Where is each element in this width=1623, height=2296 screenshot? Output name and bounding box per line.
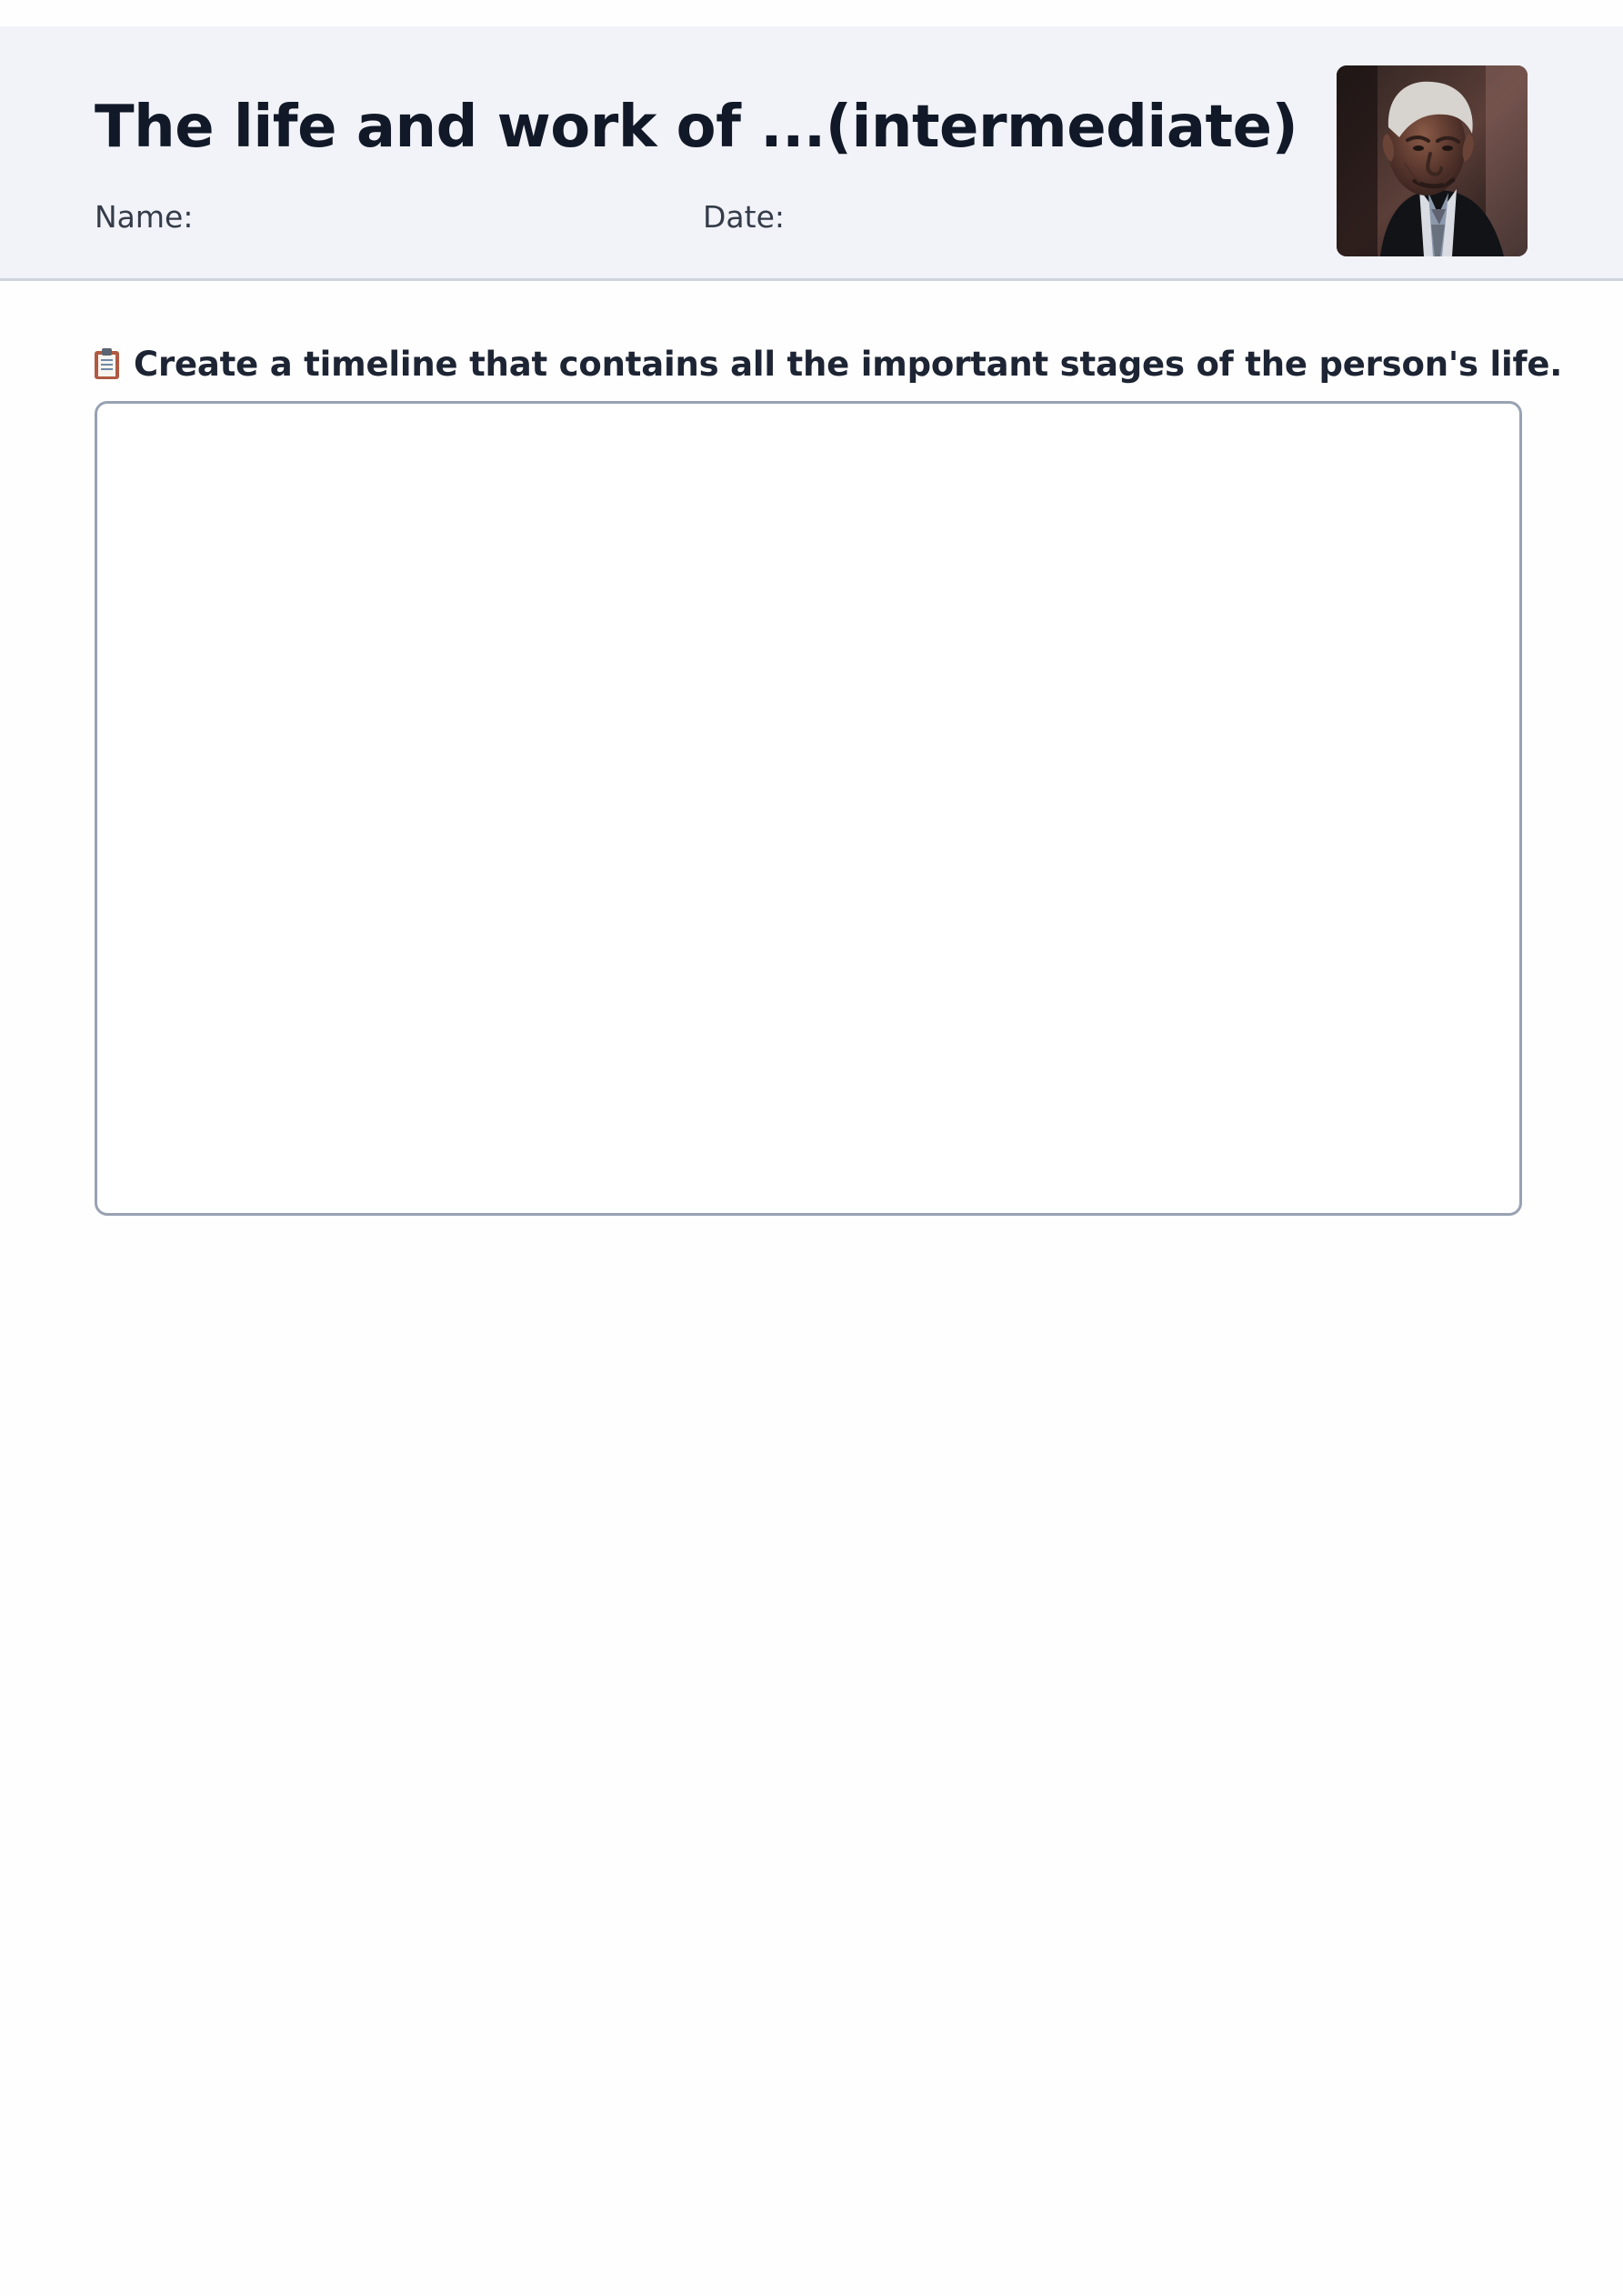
worksheet-header bbox=[0, 26, 1623, 281]
timeline-answer-box[interactable] bbox=[95, 401, 1522, 1216]
timeline-instruction bbox=[95, 341, 1562, 386]
page-title: The life and work of ...(intermediate) bbox=[95, 94, 1298, 161]
instruction-text: Create a timeline that contains all the important stages of the person's life. bbox=[134, 344, 1563, 384]
date-label: Date: bbox=[703, 199, 785, 235]
name-label: Name: bbox=[95, 199, 194, 235]
clipboard-icon bbox=[95, 348, 121, 379]
portrait-photo bbox=[1337, 65, 1528, 256]
